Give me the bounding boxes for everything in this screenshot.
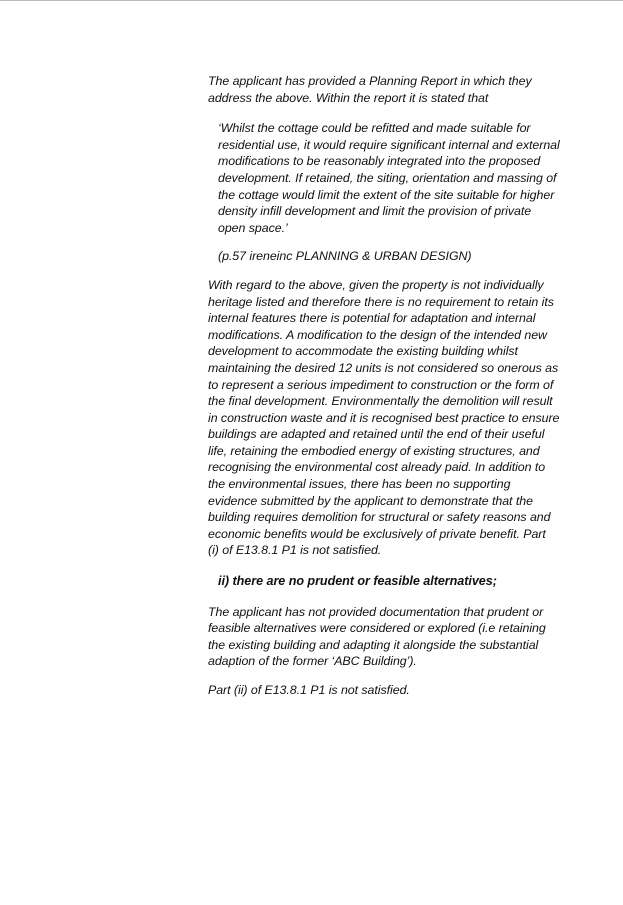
alternatives-paragraph: The applicant has not provided documentation that prudent or feasible alternatives were considered or explored (i.e retaining the existing building and adapting it alongside the substantial adaption of the former ‘ABC Building’). [208, 604, 546, 669]
page-top-border [0, 0, 623, 1]
criterion-ii-heading: ii) there are no prudent or feasible alternatives; [218, 574, 497, 589]
assessment-paragraph: With regard to the above, given the property is not individually heritage listed and therefore there is no requirement to retain its internal features there is potential for adaptation and internal modifications. A modification to the design of the intended new development to accommodate the existing building whilst maintaining the desired 12 units is not considered so onerous as to represent a serious impediment to construction or the form of the final development. Environmentally the demolition will result in construction waste and it is recognised best practice to ensure buildings are adapted and retained until the end of their useful life, retaining the embodied energy of existing structures, and recognising the environmental cost already paid. In addition to the environmental issues, there has been no supporting evidence submitted by the applicant to demonstrate that the building requires demolition for structural or safety reasons and economic benefits would be exclusively of private benefit. Part (i) of E13.8.1 P1 is not satisfied. [208, 277, 560, 558]
quote-citation: (p.57 ireneinc PLANNING & URBAN DESIGN) [218, 249, 472, 264]
conclusion-paragraph: Part (ii) of E13.8.1 P1 is not satisfied. [208, 683, 410, 697]
document-page [208, 73, 560, 699]
report-quote: ‘Whilst the cottage could be refitted and made suitable for residential use, it would require significant internal and external modifications to be reasonably integrated into the proposed development. If retained, the siting, orientation and massing of the cottage would limit the extent of the site suitable for higher density infill development and limit the provision of private open space.’ [218, 121, 560, 235]
intro-paragraph: The applicant has provided a Planning Report in which they address the above. Within the report it is stated that [208, 74, 532, 105]
